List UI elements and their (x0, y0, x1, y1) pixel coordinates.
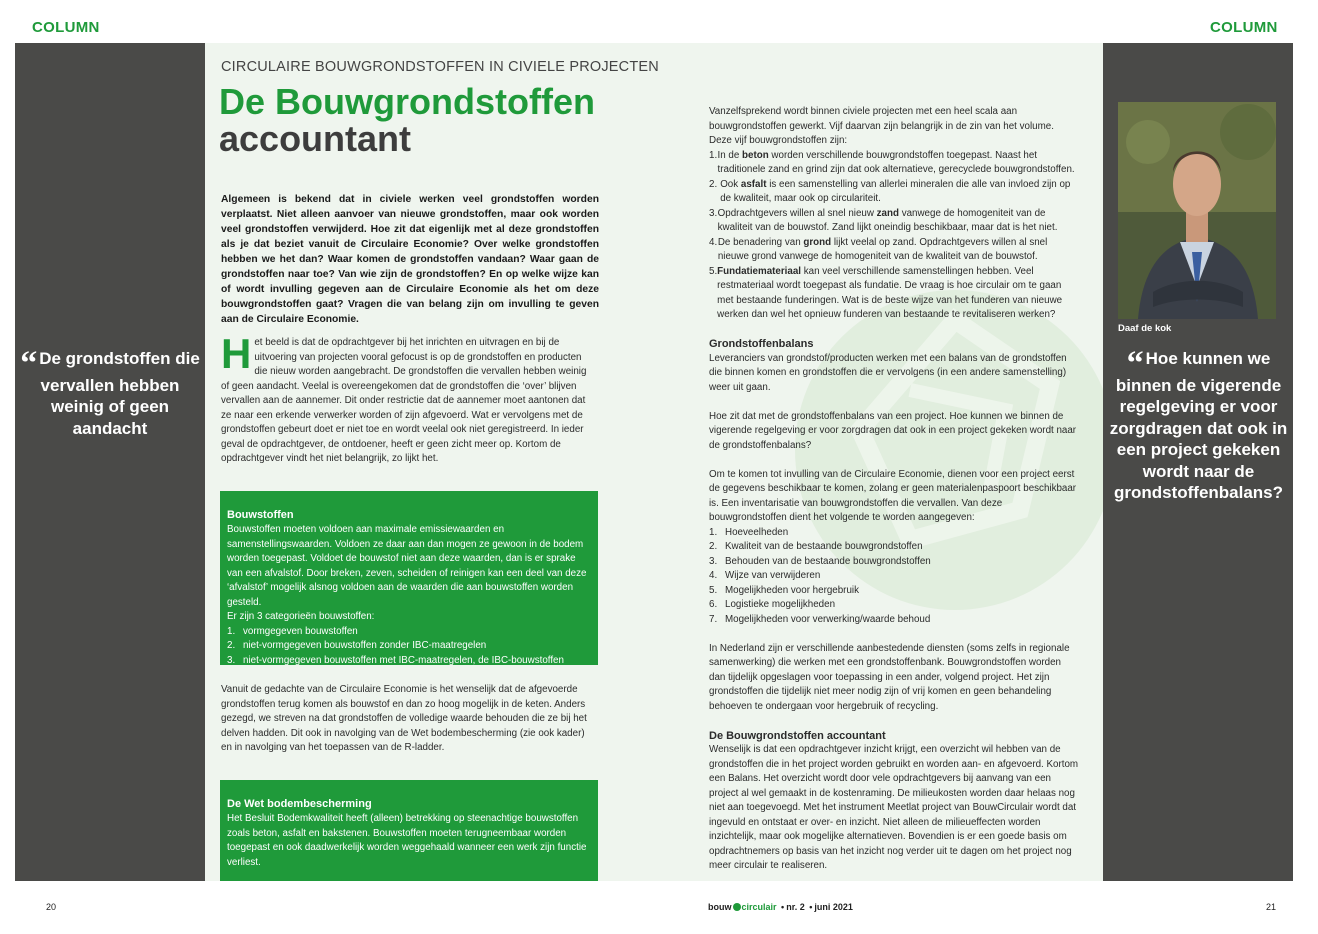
accountant-paragraph: Wenselijk is dat een opdrachtgever inzicht krijgt, een overzicht wil hebben van de grondstoffen die in het project worden gebruikt en worden aan- en afgevoerd. Kortom een Balans. Het overzicht wordt door vele opdrachtgevers bij aanvang van een project al wel gemaakt in de kostenraming. De milieukosten worden daar helaas nog niet aan toegevoegd. Met het instrument Meetlat project van BouwCirculair wordt dat ingevuld en ontstaat er over- en inzicht. Niet alleen de milieueffecten worden inzichtelijk, maar ook mogelijke alternatieven. Bovendien is er een goede basis om opdrachtnemers op basis van het inzicht nog verder uit te dagen om het project nog meer circulair te realiseren. (709, 744, 1079, 871)
right-pull-quote (1106, 345, 1291, 504)
issue-date: juni 2021 (814, 902, 853, 912)
right-column (709, 105, 1079, 874)
article-lead: Algemeen is bekend dat in civiele werken veel grondstoffen worden verplaatst. Niet alleen aanvoer van nieuwe grondstoffen, maar ook worden veel grondstoffen verwijderd. Hoe zit dat eigenlijk met al deze grondstoffen als je dat beziet vanuit de Circulaire Economie? Over welke grondstoffen hebben we het dan? Waar komen de grondstoffen vandaan? Waar gaan de grondstoffen naar toe? Van wie zijn de grondstoffen? En op welke wijze kan of wordt invulling gegeven aan de Circulaire Economie als het om deze bouwgrondstoffen gaat? Vragen die van belang zijn om invulling te geven aan de Circulaire Economie. (221, 194, 599, 325)
author-caption: Daaf de kok (1118, 323, 1172, 334)
right-quote-text: Hoe kunnen we binnen de vigerende regelgeving er voor zorgdragen dat ook in een project gekeken wordt naar de grondstoffenbalans? (1109, 349, 1288, 502)
drop-cap: H (221, 330, 252, 377)
left-pull-quote (20, 345, 200, 439)
brand-part-2: circulair (741, 902, 777, 912)
list-item: 2. niet-vormgegeven bouwstoffen zonder IBC-maatregelen (227, 640, 487, 651)
box-list-intro: Er zijn 3 categorieën bouwstoffen: (227, 611, 375, 622)
list-item: 6. Logistieke mogelijkheden (709, 599, 836, 610)
list-item: 2. Ook asfalt is een samenstelling van allerlei mineralen die alle van invloed zijn op de kwaliteit, maar ook op circulariteit. (709, 178, 1071, 204)
article-kicker: CIRCULAIRE BOUWGRONDSTOFFEN IN CIVIELE PROJECTEN (221, 59, 659, 75)
section-heading: De Bouwgrondstoffen accountant (709, 729, 886, 742)
box-text: Bouwstoffen moeten voldoen aan maximale emissiewaarden en samenstellingswaarden. Voldoen ze daar aan dan mogen ze gewoon in de bodem worden toegepast. Voldoet de bouwstof niet aan deze waarden, dan is er sprake van een afvalstof. Door breken, zeven, scheiden of reinigen kan een deel van deze ‘afvalstof’ mogelijk alsnog voldoen aan de waarden die aan bouwstoffen worden gesteld. (227, 524, 587, 608)
quote-mark-icon: “ (20, 345, 38, 382)
article-title-line1: De Bouwgrondstoffen (219, 81, 595, 122)
page-number-left: 20 (46, 902, 57, 912)
balans-paragraph-3: Om te komen tot invulling van de Circulaire Economie, dienen voor een project eerst de gegevens beschikbaar te komen, zolang er geen materialenpaspoort beschikbaar is. Een inventarisatie van bouwgrondstoffen die vervallen. Van deze bouwgrondstoffen dient het volgende te worden aangegeven: (709, 468, 1077, 523)
list-item: 3. Opdrachtgevers willen al snel nieuw zand vanwege de homogeniteit van de kwaliteit van de bouwstof. Zand lijkt oneindig beschikbaar, maar dat is het niet. (709, 207, 1058, 233)
author-photo (1118, 102, 1276, 319)
issue-number: nr. 2 (786, 902, 805, 912)
list-item: 1. In de beton worden verschillende bouwgrondstoffen toegepast. Naast het traditionele zand en grind zijn dat ook alternatieve, gerecyclede bouwgrondstoffen. (709, 149, 1075, 175)
brand-dot-icon (733, 903, 741, 911)
list-item: 3. Behouden van de bestaande bouwgrondstoffen (709, 555, 931, 567)
brand-part-1: bouw (708, 902, 732, 912)
wet-bodembescherming-box (220, 780, 598, 881)
box-title: De Wet bodembescherming (227, 798, 372, 810)
list-item: 5. Mogelijkheden voor hergebruik (709, 584, 859, 596)
box-text: Het Besluit Bodemkwaliteit heeft (alleen) betrekking op steenachtige bouwstoffen zoals beton, asfalt en bakstenen. Bouwstoffen moeten terugneembaar worden toegepast en ook daadwerkelijk worden weggehaald wanneer een werk zijn functie verliest. (227, 813, 587, 868)
seven-list (709, 526, 1079, 628)
section-heading: Grondstoffenbalans (709, 338, 814, 350)
list-item: 7. Mogelijkheden voor verwerking/waarde behoud (709, 613, 931, 625)
left-sidebar (15, 43, 205, 881)
intro-text: et beeld is dat de opdrachtgever bij het inrichten en uitvragen en bij de uitvoering van projecten vooral gefocust is op de grondstoffen en producten die nieuw worden aangebracht. De grondstoffen die vervallen hebben weinig of geen aandacht. Veelal is overeengekomen dat de grondstoffen die ‘over’ blijven vervallen aan de aannemer. Dit onder restrictie dat de aannemer moet aantonen dat ze naar een erkende verwerker worden of zijn afgevoerd. Wat er vervolgens met de grondstoffen gebeurt doet er niet toe en wordt veelal ook niet geregistreerd. In ieder geval de opdrachtgever, de ontdoener, heeft er geen zicht meer op. Kortom de opdrachtgever vindt het niet belangrijk, zo lijkt het. (221, 337, 587, 464)
footer-brand: bouw circulair • nr. 2 • juni 2021 (708, 902, 853, 912)
balans-paragraph-2: Hoe zit dat met de grondstoffenbalans van een project. Hoe kunnen we binnen de vigerende regelgeving er voor zorgdragen dat ook in een project gekeken wordt naar de grondstoffenbalans? (709, 410, 1077, 451)
article-title-line2: accountant (219, 118, 412, 159)
bouwstoffen-box (220, 491, 598, 665)
list-item: 3. niet-vormgegeven bouwstoffen met IBC-maatregelen, de IBC-bouwstoffen (227, 654, 564, 666)
balans-paragraph-1: Leveranciers van grondstof/producten werken met een balans van de grondstoffen die binnen komen en grondstoffen die er vervolgens (in een andere samenstelling) weer uit gaan. (709, 352, 1067, 393)
list-item: 2. Kwaliteit van de bestaande bouwgrondstoffen (709, 541, 923, 552)
five-list (709, 149, 1079, 323)
page-number-right: 21 (1266, 902, 1277, 912)
list-item: 4. Wijze van verwijderen (709, 570, 821, 581)
right-intro: Vanzelfsprekend wordt binnen civiele projecten met een heel scala aan bouwgrondstoffen gewerkt. Vijf daarvan zijn belangrijk in de zin van het volume. (709, 106, 1054, 132)
left-quote-text: De grondstoffen die vervallen hebben weinig of geen aandacht (39, 349, 200, 438)
quote-mark-icon: “ (1126, 345, 1144, 382)
list-item: 1. Hoeveelheden (709, 526, 789, 538)
list-item: 1. vormgegeven bouwstoffen (227, 625, 358, 637)
five-intro: Deze vijf bouwgrondstoffen zijn: (709, 135, 848, 146)
intro-paragraph (221, 330, 597, 467)
nederland-paragraph: In Nederland zijn er verschillende aanbestedende diensten (soms zelfs in regionale samenwerking) die werken met een grondstoffenbank. Bouwgrondstoffen worden dan tijdelijk opgeslagen voor toepassing in een ander, volgend project. Het zijn grondstoffen die tijdelijk niet meer nodig zijn of vrij komen en geen behandeling behoeven te ondergaan voor hergebruik of recycling. (709, 642, 1070, 712)
column-label-left: COLUMN (32, 19, 100, 36)
box-title: Bouwstoffen (227, 509, 294, 521)
list-item: 5. Fundatiemateriaal kan veel verschillende samenstellingen hebben. Veel restmateriaal wordt toegepast als fundatie. De vraag is hoe circulair om te gaan met bestaande funderingen. Wat is de beste wijze van het funderen van nieuwe werken dan wel het opnieuw funderen van bestaande te revitaliseren werken? (709, 265, 1063, 320)
column-label-right: COLUMN (1210, 19, 1278, 36)
circular-paragraph: Vanuit de gedachte van de Circulaire Economie is het wenselijk dat de afgevoerde grondstoffen terug komen als bouwstof en dan zo hoog mogelijk in de keten. Anders gezegd, we streven na dat grondstoffen de volledige waarde behouden die ze bij het delven hadden. Dit ook in navolging van de Wet bodembescherming (zie ook kader) en in navolging van het toepassen van de R-ladder. (221, 684, 587, 753)
list-item: 4. De benadering van grond lijkt veelal op zand. Opdrachtgevers willen al snel nieuwe grond vanwege de homogeniteit van de kwaliteit van de bouwstof. (709, 236, 1048, 262)
